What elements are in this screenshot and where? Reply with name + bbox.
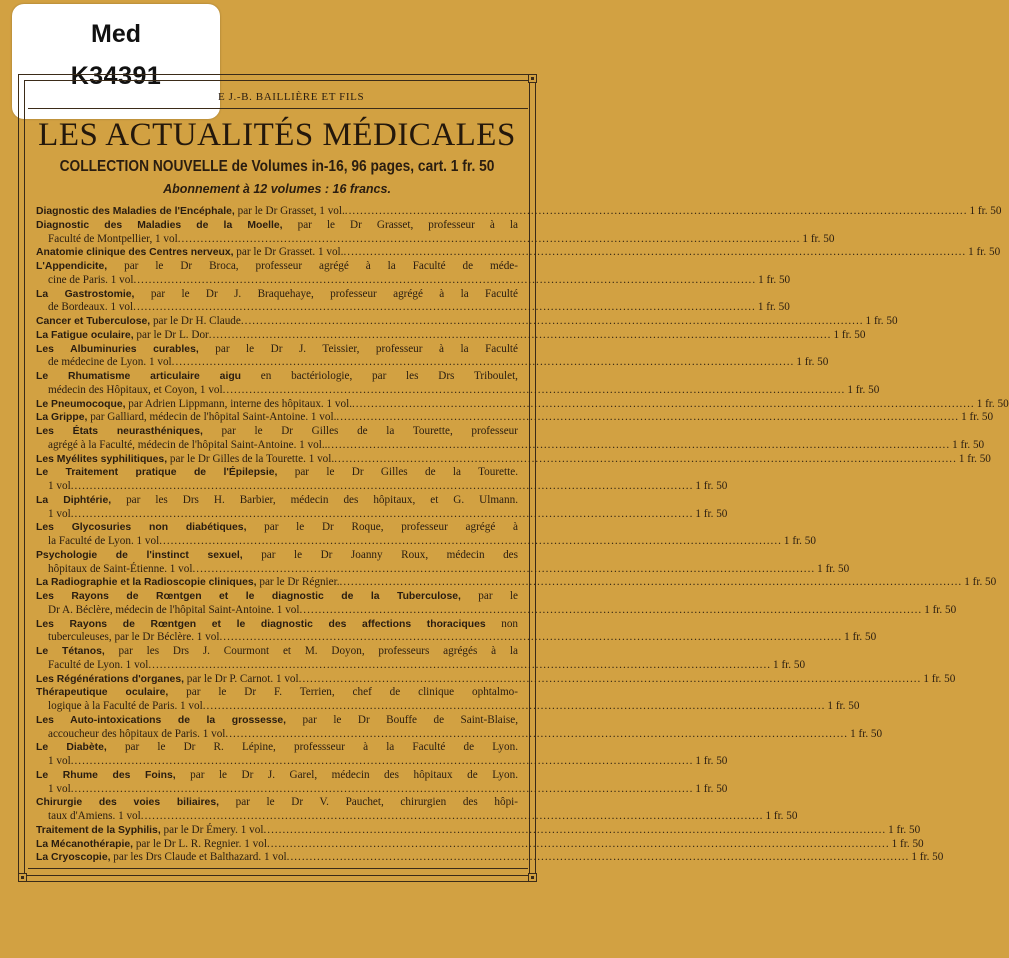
entry-line bbox=[36, 452, 991, 467]
dot-leader bbox=[203, 700, 826, 714]
entry-line bbox=[36, 672, 956, 687]
entry-title: Le Rhume des Foins, bbox=[36, 769, 176, 781]
entry-text bbox=[36, 398, 352, 412]
entry-text bbox=[48, 439, 327, 453]
entry-line bbox=[36, 480, 728, 494]
dot-leader bbox=[340, 576, 963, 590]
dot-leader bbox=[148, 659, 771, 673]
entry-price: 1 fr. 50 bbox=[961, 411, 994, 424]
entry-price: 1 fr. 50 bbox=[695, 782, 728, 795]
entry-price: 1 fr. 50 bbox=[783, 535, 816, 547]
entry-author: par les Drs H. Barbier, médecin des hôpitaux, et G. Ulmann. bbox=[111, 493, 518, 506]
entry-author: par le Dr H. Claude bbox=[150, 315, 241, 327]
entry-text bbox=[48, 783, 71, 797]
entry-line bbox=[36, 645, 518, 659]
entry-author: par les Drs J. Courmont et M. Doyon, professeurs agrégés à la bbox=[104, 645, 518, 657]
entry-author: tuberculeuses, par le Dr Béclère. 1 vol bbox=[48, 631, 220, 644]
entry-author: 1 vol bbox=[48, 507, 71, 520]
entry-text bbox=[48, 508, 71, 522]
entry-author: par le bbox=[460, 590, 518, 602]
entry-author: par les Drs Claude et Balthazard. 1 vol bbox=[110, 851, 287, 864]
dot-leader bbox=[192, 563, 815, 577]
entry-text bbox=[36, 851, 287, 865]
entry-text bbox=[48, 356, 172, 370]
dot-leader bbox=[327, 439, 950, 453]
entry-line bbox=[36, 823, 921, 838]
entry-line bbox=[36, 755, 728, 769]
dot-leader bbox=[209, 329, 832, 343]
entry-title: Les Rayons de Rœntgen et le diagnostic de la Tuberculose, bbox=[36, 591, 461, 602]
entry-author: par le Dr Gilles de la Tourette. 1 vol. bbox=[167, 452, 335, 465]
entry-line bbox=[36, 343, 518, 357]
entry-text bbox=[48, 535, 159, 549]
entry-text bbox=[48, 810, 141, 824]
entry-price: 1 fr. 50 bbox=[968, 246, 1001, 259]
entry-author: par le Dr Gilles de la Tourette. bbox=[277, 466, 519, 479]
entry-author: Dr A. Béclère, médecin de l'hôpital Saint-Antoine. 1 vol bbox=[48, 603, 300, 616]
entry-author: en bactériologie, par les Drs Triboulet, bbox=[241, 370, 518, 382]
entry-title: Les Myélites syphilitiques, bbox=[36, 453, 168, 465]
corner-ornament-top-right bbox=[528, 74, 537, 83]
catalog-entry bbox=[36, 617, 877, 646]
entry-title: Le Pneumocoque, bbox=[36, 398, 126, 410]
catalog-entry bbox=[36, 205, 1002, 219]
entry-line bbox=[36, 851, 944, 865]
entry-price: 1 fr. 50 bbox=[757, 301, 790, 314]
entry-text bbox=[36, 645, 518, 659]
entry-price: 1 fr. 50 bbox=[695, 755, 728, 767]
entry-author: par le Dr L. Dor bbox=[133, 328, 209, 341]
entry-title: Diagnostic des Maladies de l'Encéphale, bbox=[36, 206, 235, 217]
catalog-entry bbox=[36, 548, 850, 577]
entry-title: La Gastrostomie, bbox=[36, 288, 135, 300]
corner-ornament-bottom-right bbox=[528, 873, 537, 882]
entry-author: par le Dr J. Garel, médecin des hôpitaux de Lyon. bbox=[175, 768, 518, 781]
entry-price: 1 fr. 50 bbox=[923, 672, 956, 685]
dot-leader bbox=[300, 604, 923, 618]
entry-text bbox=[36, 549, 518, 563]
entry-author: 1 vol bbox=[48, 782, 71, 795]
dot-leader bbox=[345, 205, 968, 219]
entry-line bbox=[36, 273, 791, 288]
entry-author: par le Dr Émery. 1 vol bbox=[160, 823, 264, 836]
entry-author: par le Dr J. Teissier, professeur à la Faculté bbox=[198, 342, 518, 355]
entry-price: 1 fr. 50 bbox=[964, 576, 997, 589]
collection-subtitle: COLLECTION NOUVELLE de Volumes in-16, 96 pages, cart. 1 fr. 50 bbox=[59, 158, 495, 175]
catalog-entry bbox=[36, 287, 790, 316]
entry-line bbox=[36, 397, 1009, 412]
entry-author: hôpitaux de Saint-Étienne. 1 vol bbox=[48, 562, 193, 575]
dot-leader bbox=[343, 246, 966, 260]
entry-line bbox=[36, 383, 880, 398]
dot-leader bbox=[141, 810, 764, 824]
dot-leader bbox=[299, 673, 922, 687]
entry-text bbox=[36, 824, 263, 838]
entry-title: Psychologie de l'instinct sexuel, bbox=[36, 549, 243, 561]
entry-author: par le Dr Régnier. bbox=[256, 576, 340, 589]
entry-price: 1 fr. 50 bbox=[911, 851, 944, 864]
entry-text bbox=[36, 205, 345, 219]
entry-text bbox=[36, 714, 518, 728]
dot-leader bbox=[133, 301, 756, 315]
entry-line bbox=[36, 658, 806, 673]
entry-price: 1 fr. 50 bbox=[952, 438, 985, 451]
entry-line bbox=[36, 686, 518, 700]
catalog-entry bbox=[36, 342, 829, 371]
entry-title: Le Traitement pratique de l'Épilepsie, bbox=[36, 467, 278, 479]
subscription-note: Abonnement à 12 volumes : 16 francs. bbox=[163, 182, 391, 196]
entry-price: 1 fr. 50 bbox=[865, 315, 898, 327]
dot-leader bbox=[267, 838, 890, 852]
entry-line bbox=[36, 727, 883, 742]
dot-leader bbox=[71, 755, 694, 769]
dot-leader bbox=[178, 233, 801, 247]
dot-leader bbox=[223, 384, 846, 398]
entry-line bbox=[36, 631, 877, 645]
entry-author: logique à la Faculté de Paris. 1 vol bbox=[48, 700, 203, 712]
entry-author: par le Dr Bouffe de Saint-Blaise, bbox=[286, 713, 518, 726]
entry-author: par le Dr Gilles de la Tourette, professeur bbox=[202, 425, 518, 437]
entry-author: cine de Paris. 1 vol bbox=[48, 273, 134, 286]
entry-price: 1 fr. 50 bbox=[924, 603, 957, 616]
catalog-entry bbox=[36, 590, 957, 618]
dot-leader bbox=[336, 411, 959, 425]
catalog-entry bbox=[36, 672, 956, 687]
entry-text bbox=[36, 425, 518, 439]
publisher-line: E J.-B. BAILLIÈRE ET FILS bbox=[218, 91, 365, 103]
entry-title: La Diphtérie, bbox=[36, 494, 112, 506]
entry-line bbox=[36, 411, 994, 425]
dot-leader bbox=[334, 453, 957, 467]
catalog-entry bbox=[36, 768, 728, 797]
catalog-entry bbox=[36, 411, 994, 425]
entry-title: La Radiographie et la Radioscopie cliniques, bbox=[36, 577, 257, 589]
catalog-entry bbox=[36, 466, 728, 494]
entry-line bbox=[36, 288, 518, 302]
entry-line bbox=[36, 315, 898, 329]
entry-title: Les Régénérations d'organes, bbox=[36, 673, 184, 685]
entry-author: de Bordeaux. 1 vol bbox=[48, 301, 134, 314]
entry-author: par le Dr L. R. Regnier. 1 vol bbox=[133, 837, 267, 850]
dot-leader bbox=[352, 398, 975, 412]
entry-author: par le Dr Roque, professeur agrégé à bbox=[246, 521, 518, 534]
entry-price: 1 fr. 50 bbox=[888, 823, 921, 836]
dot-leader bbox=[219, 631, 842, 645]
entry-line bbox=[36, 356, 829, 370]
entry-text bbox=[48, 301, 133, 315]
header-rule bbox=[28, 108, 528, 109]
entry-text bbox=[48, 755, 71, 769]
entry-text bbox=[36, 315, 241, 329]
entry-text bbox=[36, 453, 334, 467]
page-title: LES ACTUALITÉS MÉDICALES bbox=[38, 117, 516, 153]
entry-title: La Fatigue oculaire, bbox=[36, 329, 134, 341]
entry-price: 1 fr. 50 bbox=[847, 383, 880, 396]
footer-rule bbox=[28, 868, 528, 869]
entry-price: 1 fr. 50 bbox=[976, 397, 1009, 410]
catalog-entry bbox=[36, 796, 798, 824]
entry-price: 1 fr. 50 bbox=[802, 232, 835, 245]
entry-text bbox=[36, 370, 518, 384]
entry-line bbox=[36, 562, 850, 577]
dot-leader bbox=[133, 274, 756, 288]
entry-price: 1 fr. 50 bbox=[695, 480, 728, 492]
entry-text bbox=[48, 604, 300, 618]
dot-leader bbox=[225, 728, 848, 742]
entry-line bbox=[36, 260, 518, 274]
entry-line bbox=[36, 328, 866, 343]
entry-price: 1 fr. 50 bbox=[844, 631, 877, 644]
entry-author: accoucheur des hôpitaux de Paris. 1 vol bbox=[48, 727, 226, 740]
entry-text bbox=[36, 741, 518, 755]
label-line-2: K34391 bbox=[70, 62, 162, 90]
catalog-entry bbox=[36, 851, 944, 865]
entry-author: par le Dr V. Pauchet, chirurgien des hôpi- bbox=[219, 796, 518, 809]
entry-line bbox=[36, 205, 1002, 219]
entry-author: par le Dr P. Carnot. 1 vol bbox=[183, 672, 299, 685]
entry-line bbox=[36, 810, 798, 824]
entry-title: L'Appendicite, bbox=[36, 261, 108, 272]
entry-price: 1 fr. 50 bbox=[969, 205, 1002, 217]
entry-title: Anatomie clinique des Centres nerveux, bbox=[36, 247, 234, 259]
entry-title: La Grippe, bbox=[36, 412, 88, 424]
entry-title: Les Auto-intoxications de la grossesse, bbox=[36, 714, 287, 726]
corner-ornament-bottom-left bbox=[18, 873, 27, 882]
catalog-entry bbox=[36, 397, 1009, 412]
entry-price: 1 fr. 50 bbox=[765, 810, 798, 822]
entry-author: par le Dr J. Braquehaye, professeur agrégé à la Faculté bbox=[134, 287, 518, 300]
entry-price: 1 fr. 50 bbox=[773, 658, 806, 671]
entry-author: par le Dr F. Terrien, chef de clinique ophtalmo- bbox=[168, 686, 518, 699]
entry-author: agrégé à la Faculté, médecin de l'hôpital Saint-Antoine. 1 vol.. bbox=[48, 438, 328, 451]
entry-text bbox=[36, 329, 209, 343]
entry-author: la Faculté de Lyon. 1 vol bbox=[48, 535, 160, 547]
entry-text bbox=[36, 411, 336, 425]
entry-text bbox=[36, 521, 518, 535]
entry-line bbox=[36, 438, 985, 453]
catalog-entry bbox=[36, 741, 728, 769]
entry-line bbox=[36, 741, 518, 755]
entry-line bbox=[36, 219, 518, 233]
catalog-entry bbox=[36, 493, 728, 522]
catalog-entry bbox=[36, 837, 924, 852]
entry-text bbox=[36, 590, 518, 604]
dot-leader bbox=[263, 824, 886, 838]
catalog-entry bbox=[36, 246, 1001, 260]
entry-line bbox=[36, 603, 957, 618]
entry-text bbox=[48, 233, 178, 247]
entry-line bbox=[36, 769, 518, 783]
entry-price: 1 fr. 50 bbox=[891, 837, 924, 850]
entry-text bbox=[36, 673, 299, 687]
entry-text bbox=[36, 769, 518, 783]
entry-line bbox=[36, 370, 518, 384]
catalog-entry bbox=[36, 686, 860, 714]
entry-text bbox=[36, 576, 340, 590]
dot-leader bbox=[71, 480, 694, 494]
catalog-entry bbox=[36, 315, 898, 329]
entry-price: 1 fr. 50 bbox=[958, 452, 991, 465]
entry-text bbox=[36, 838, 267, 852]
entry-author: par le Dr Grasset, 1 vol. bbox=[234, 205, 345, 217]
entry-title: Chirurgie des voies biliaires, bbox=[36, 797, 219, 809]
entry-line bbox=[36, 782, 728, 797]
entry-text bbox=[36, 288, 518, 302]
entry-title: Traitement de la Syphilis, bbox=[36, 824, 161, 836]
entry-text bbox=[36, 686, 518, 700]
entry-title: Cancer et Tuberculose, bbox=[36, 316, 151, 327]
entry-text bbox=[36, 343, 518, 357]
entry-author: non bbox=[485, 617, 519, 630]
entry-author: 1 vol bbox=[48, 480, 71, 492]
entry-title: Les États neurasthéniques, bbox=[36, 426, 203, 437]
entry-author: 1 vol bbox=[48, 755, 71, 767]
catalog-entry bbox=[36, 370, 880, 398]
entry-line bbox=[36, 232, 835, 247]
entry-author: Faculté de Montpellier, 1 vol bbox=[48, 232, 178, 245]
entry-title: Thérapeutique oculaire, bbox=[36, 687, 169, 699]
entry-text bbox=[48, 631, 219, 645]
dot-leader bbox=[287, 851, 910, 865]
entry-text bbox=[48, 274, 133, 288]
entry-price: 1 fr. 50 bbox=[827, 700, 860, 712]
dot-leader bbox=[241, 315, 864, 329]
entry-text bbox=[36, 246, 343, 260]
entry-text bbox=[36, 219, 518, 233]
catalog-entry bbox=[36, 576, 997, 590]
entry-author: par le Dr Grasset. 1 vol. bbox=[233, 246, 344, 259]
entry-author: par le Dr Joanny Roux, médecin des bbox=[242, 548, 518, 561]
entry-title: La Mécanothérapie, bbox=[36, 838, 134, 850]
catalog-entry bbox=[36, 452, 991, 467]
catalog-entry bbox=[36, 645, 806, 673]
dot-leader bbox=[159, 535, 782, 549]
entry-line bbox=[36, 618, 518, 632]
entry-text bbox=[36, 494, 518, 508]
entry-line bbox=[36, 590, 518, 604]
entry-title: Les Albuminuries curables, bbox=[36, 343, 199, 355]
entry-price: 1 fr. 50 bbox=[833, 328, 866, 341]
entry-author: par le Dr Grasset, professeur à la bbox=[282, 218, 518, 231]
entry-author: par le Dr Broca, professeur agrégé à la Faculté de méde- bbox=[107, 260, 518, 272]
catalog-entry bbox=[36, 713, 883, 742]
entry-text bbox=[48, 384, 223, 398]
entry-text bbox=[36, 618, 518, 632]
catalog-entry bbox=[36, 328, 866, 343]
catalog-entry bbox=[36, 425, 985, 453]
entry-text bbox=[48, 480, 71, 494]
entry-title: Le Rhumatisme articulaire aigu bbox=[36, 371, 242, 382]
entry-author: médecin des Hôpitaux, et Coyon, 1 vol bbox=[48, 383, 223, 396]
entry-line bbox=[36, 301, 790, 315]
entry-line bbox=[36, 837, 924, 852]
entry-line bbox=[36, 796, 518, 810]
entry-title: La Cryoscopie, bbox=[36, 852, 111, 864]
entry-title: Les Rayons de Rœntgen et le diagnostic des affections thoraciques bbox=[36, 618, 486, 630]
entry-line bbox=[36, 700, 860, 714]
entry-line bbox=[36, 576, 997, 590]
entry-author: taux d'Amiens. 1 vol bbox=[48, 810, 141, 822]
entry-title: Les Glycosuries non diabétiques, bbox=[36, 522, 247, 534]
catalog-list bbox=[36, 205, 1009, 865]
entry-author: par Adrien Lippmann, interne des hôpitaux. 1 vol. bbox=[125, 397, 352, 410]
entry-title: Le Tétanos, bbox=[36, 646, 105, 657]
entry-line bbox=[36, 521, 518, 535]
label-line-1: Med bbox=[91, 20, 141, 48]
entry-line bbox=[36, 425, 518, 439]
dot-leader bbox=[71, 508, 694, 522]
entry-price: 1 fr. 50 bbox=[850, 727, 883, 740]
entry-price: 1 fr. 50 bbox=[695, 507, 728, 520]
catalog-entry bbox=[36, 823, 921, 838]
dot-leader bbox=[172, 356, 795, 370]
entry-line bbox=[36, 507, 728, 522]
entry-price: 1 fr. 50 bbox=[796, 356, 829, 369]
catalog-entry bbox=[36, 260, 791, 288]
catalog-entry bbox=[36, 521, 816, 549]
entry-price: 1 fr. 50 bbox=[758, 273, 791, 286]
entry-author: par le Dr R. Lépine, professseur à la Faculté de Lyon. bbox=[106, 741, 518, 754]
entry-author: Faculté de Lyon. 1 vol bbox=[48, 658, 149, 671]
entry-author: de médecine de Lyon. 1 vol bbox=[48, 356, 172, 369]
entry-line bbox=[36, 246, 1001, 260]
entry-line bbox=[36, 466, 518, 480]
entry-price: 1 fr. 50 bbox=[817, 562, 850, 575]
entry-line bbox=[36, 714, 518, 728]
entry-text bbox=[48, 659, 148, 673]
entry-text bbox=[48, 700, 203, 714]
entry-title: Le Diabète, bbox=[36, 742, 107, 754]
dot-leader bbox=[71, 783, 694, 797]
entry-line bbox=[36, 494, 518, 508]
entry-text bbox=[48, 563, 192, 577]
entry-text bbox=[36, 260, 518, 274]
entry-title: Diagnostic des Maladies de la Moelle, bbox=[36, 219, 283, 231]
entry-author: par Galliard, médecin de l'hôpital Saint-Antoine. 1 vol. bbox=[87, 411, 337, 424]
entry-text bbox=[36, 466, 518, 480]
catalog-entry bbox=[36, 218, 835, 247]
entry-text bbox=[36, 796, 518, 810]
entry-text bbox=[48, 728, 225, 742]
entry-line bbox=[36, 549, 518, 563]
entry-line bbox=[36, 535, 816, 549]
